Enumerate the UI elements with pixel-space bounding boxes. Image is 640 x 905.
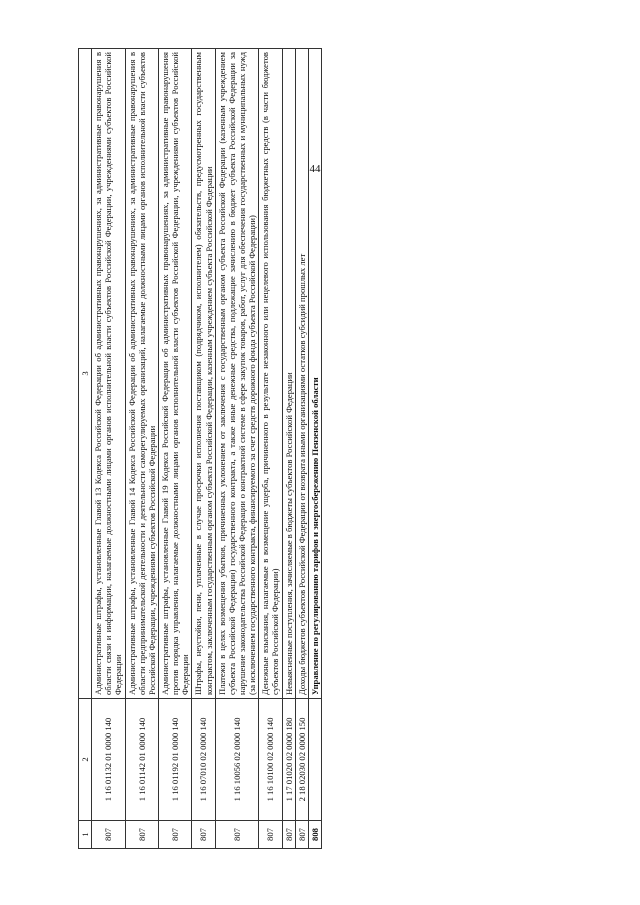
header-col-1: 1 <box>79 821 92 849</box>
admin-code: 807 <box>295 821 308 849</box>
header-col-2: 2 <box>79 699 92 821</box>
section-title: Управление по регулированию тарифов и энергосбережению Пензенской области <box>308 49 321 699</box>
admin-code: 807 <box>282 821 295 849</box>
income-description: Административные штрафы, установленные Главой 14 Кодекса Российской Федерации об административных правонарушениях, за административные правонарушения в области предпринимательской деятельности и деятельности саморегулируемых организаций, налагаемые должностными лицами органов исполнительной власти субъектов Российской Федерации, учреждениями субъектов Российской Федерации <box>125 49 158 699</box>
table-row <box>295 49 308 849</box>
income-code: 1 16 10100 02 0000 140 <box>259 699 282 821</box>
section-row <box>308 49 321 849</box>
income-code: 1 17 01020 02 0000 180 <box>282 699 295 821</box>
income-code: 2 18 02030 02 0000 150 <box>295 699 308 821</box>
income-description: Невыясненные поступления, зачисляемые в бюджеты субъектов Российской Федерации <box>282 49 295 699</box>
income-code: 1 16 10056 02 0000 140 <box>215 699 259 821</box>
income-code: 1 16 01142 01 0000 140 <box>125 699 158 821</box>
income-code: 1 16 01132 01 0000 140 <box>92 699 125 821</box>
header-row <box>79 49 92 849</box>
table-row <box>192 49 215 849</box>
admin-code: 807 <box>192 821 215 849</box>
admin-code: 807 <box>125 821 158 849</box>
admin-code: 807 <box>158 821 191 849</box>
table-row <box>125 49 158 849</box>
income-description: Доходы бюджетов субъектов Российской Федерации от возврата иными организациями остатков субсидий прошлых лет <box>295 49 308 699</box>
section-admin-code: 808 <box>308 821 321 849</box>
admin-code: 807 <box>259 821 282 849</box>
table-row <box>158 49 191 849</box>
page-number: 44 <box>309 163 321 175</box>
income-description: Платежи в целях возмещения убытков, причиненных уклонением от заключения с государственным органом субъекта Российской Федерации (казенным учреждением субъекта Российской Федерации) государственного контракта, а также иные денежные средства, подлежащие зачислению в бюджет субъекта Российской Федерации за нарушение законодательства Российской Федерации о контрактной системе в сфере закупок товаров, работ, услуг для обеспечения государственных и муниципальных нужд (за исключением государственного контракта, финансируемого за счет средств дорожного фонда субъекта Российской Федерации) <box>215 49 259 699</box>
income-description: Штрафы, неустойки, пени, уплаченные в случае просрочки исполнения поставщиком (подрядчиком, исполнителем) обязательств, предусмотренных государственным контрактом, заключенным государственным органом субъекта Российской Федерации, казенным учреждением субъекта Российской Федерации <box>192 49 215 699</box>
income-codes-table <box>78 48 322 849</box>
table-row <box>259 49 282 849</box>
header-col-3: 3 <box>79 49 92 699</box>
table-row <box>92 49 125 849</box>
rotated-table-container <box>78 49 553 849</box>
income-description: Административные штрафы, установленные Главой 13 Кодекса Российской Федерации об административных правонарушениях, за административные правонарушения в области связи и информации, налагаемые должностными лицами органов исполнительной власти субъектов Российской Федерации, учреждениями субъектов Российской Федерации <box>92 49 125 699</box>
table-row <box>282 49 295 849</box>
income-code: 1 16 07010 02 0000 140 <box>192 699 215 821</box>
admin-code: 807 <box>215 821 259 849</box>
table-row <box>215 49 259 849</box>
income-description: Административные штрафы, установленные Главой 19 Кодекса Российской Федерации об административных правонарушениях, за административные правонарушения против порядка управления, налагаемые должностными лицами органов исполнительной власти субъектов Российской Федерации, учреждениями субъектов Российской Федерации <box>158 49 191 699</box>
admin-code: 807 <box>92 821 125 849</box>
income-description: Денежные взыскания, налагаемые в возмещение ущерба, причиненного в результате незаконного или нецелевого использования бюджетных средств (в части бюджетов субъектов Российской Федерации) <box>259 49 282 699</box>
income-code: 1 16 01192 01 0000 140 <box>158 699 191 821</box>
section-code-empty <box>308 699 321 821</box>
